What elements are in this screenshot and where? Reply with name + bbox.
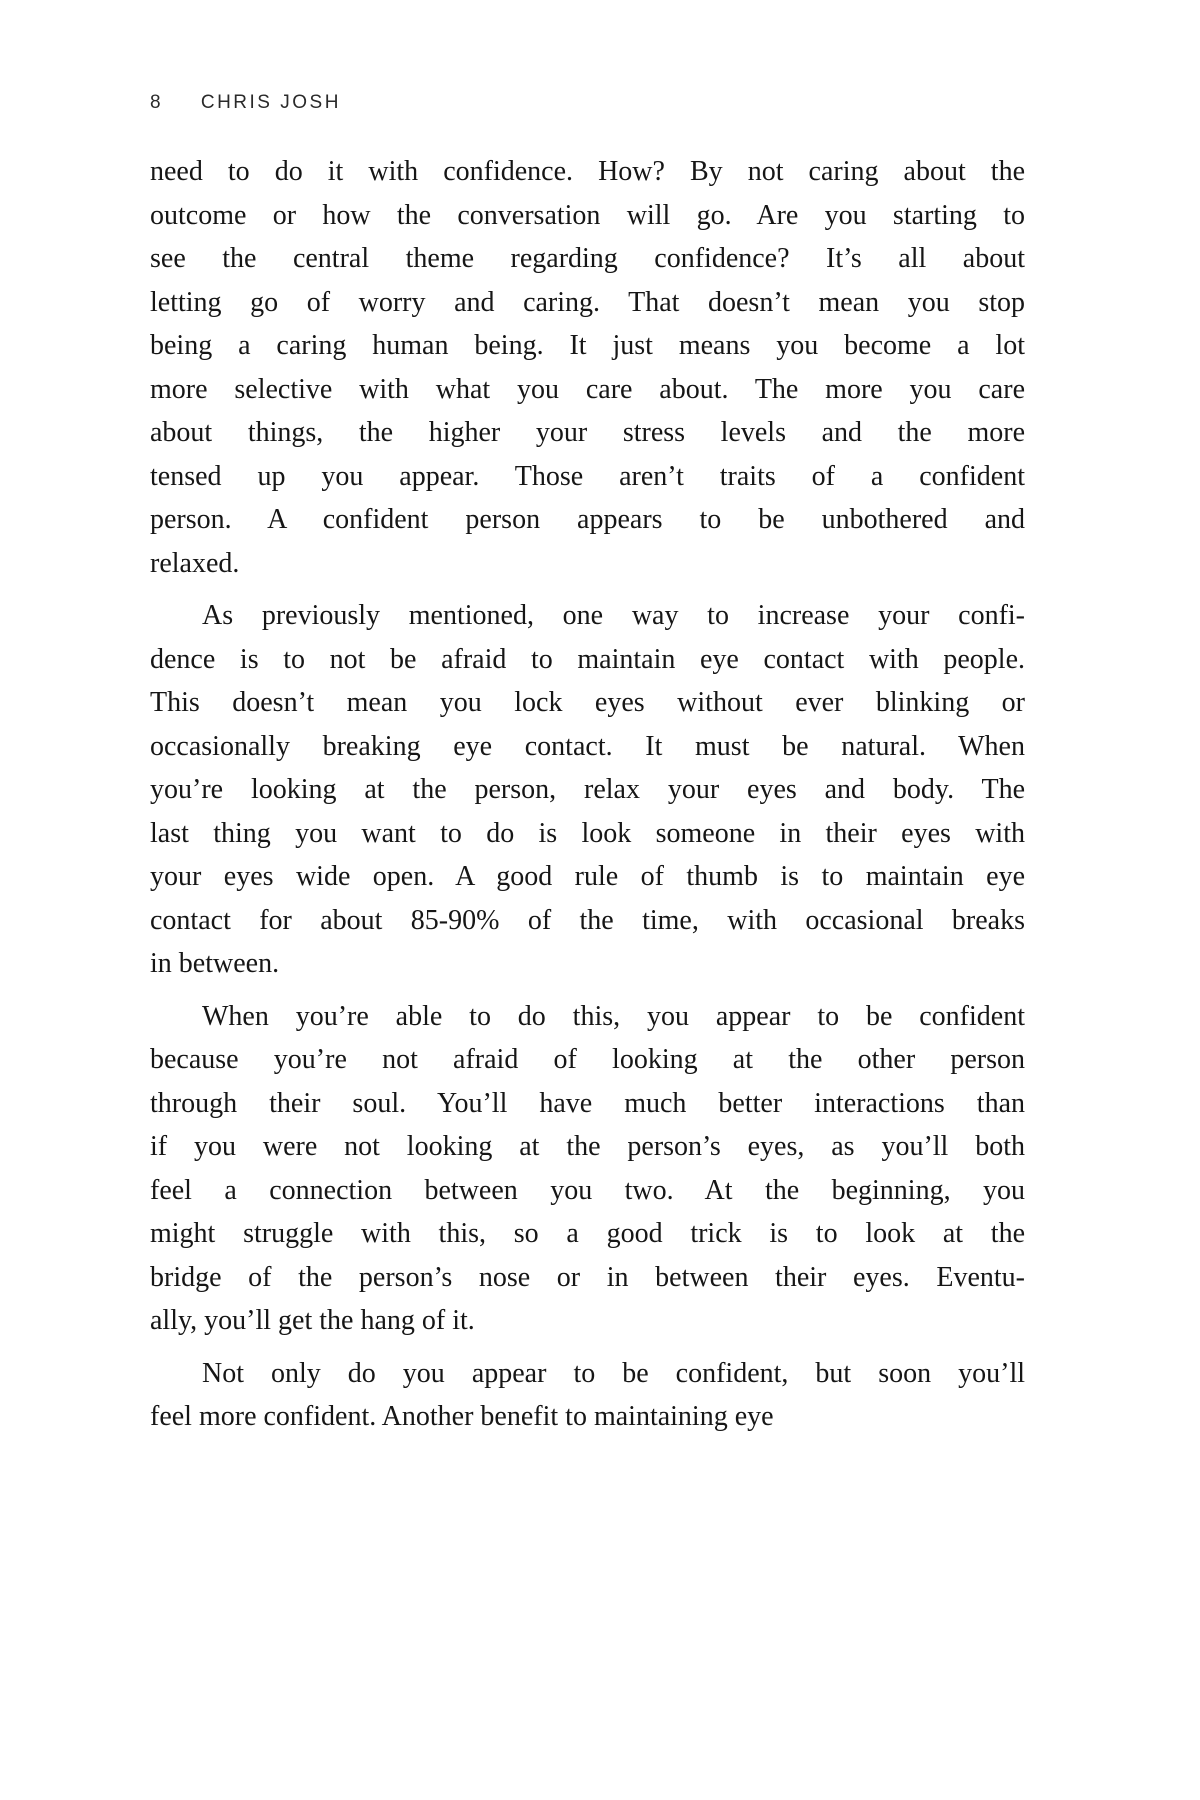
text-line: through their soul. You’ll have much better interactions than bbox=[150, 1087, 1025, 1119]
paragraph bbox=[150, 1352, 1025, 1439]
text-line: dence is to not be afraid to maintain eye contact with people. bbox=[150, 643, 1025, 675]
text-line: outcome or how the conversation will go. Are you starting to bbox=[150, 199, 1025, 231]
text-line: bridge of the person’s nose or in between their eyes. Eventu- bbox=[150, 1261, 1025, 1293]
text-line: occasionally breaking eye contact. It must be natural. When bbox=[150, 730, 1025, 762]
paragraph bbox=[150, 995, 1025, 1343]
text-line: your eyes wide open. A good rule of thumb is to maintain eye bbox=[150, 861, 1025, 892]
text-line: about things, the higher your stress levels and the more bbox=[150, 417, 1025, 448]
text-line: ally, you’ll get the hang of it. bbox=[150, 1305, 475, 1336]
text-line: As previously mentioned, one way to increase your confi- bbox=[202, 600, 1025, 631]
text-line: Not only do you appear to be confident, but soon you’ll bbox=[202, 1357, 1025, 1389]
text-line: see the central theme regarding confidence? It’s all about bbox=[150, 243, 1025, 274]
text-line: feel more confident. Another benefit to maintaining eye bbox=[150, 1401, 774, 1432]
running-head-author: CHRIS JOSH bbox=[200, 92, 341, 113]
text-line: person. A confident person appears to be unbothered and bbox=[150, 504, 1025, 535]
text-line: letting go of worry and caring. That doesn’t mean you stop bbox=[150, 286, 1025, 318]
paragraph bbox=[150, 150, 1025, 585]
text-line: you’re looking at the person, relax your eyes and body. The bbox=[150, 774, 1025, 805]
text-line: need to do it with confidence. How? By not caring about the bbox=[150, 156, 1025, 187]
text-line: relaxed. bbox=[150, 547, 240, 579]
text-line: if you were not looking at the person’s eyes, as you’ll both bbox=[150, 1131, 1025, 1162]
page-body bbox=[150, 150, 1025, 1439]
paragraph bbox=[150, 594, 1025, 986]
page-number: 8 bbox=[150, 92, 164, 113]
text-line: contact for about 85-90% of the time, with occasional breaks bbox=[150, 904, 1025, 936]
text-line: When you’re able to do this, you appear to be confident bbox=[202, 1000, 1025, 1032]
text-line: last thing you want to do is look someone in their eyes with bbox=[150, 817, 1025, 849]
text-line: being a caring human being. It just means you become a lot bbox=[150, 330, 1025, 361]
page-header bbox=[150, 92, 341, 114]
text-line: feel a connection between you two. At the beginning, you bbox=[150, 1174, 1025, 1206]
text-line: might struggle with this, so a good trick is to look at the bbox=[150, 1218, 1025, 1249]
text-line: This doesn’t mean you lock eyes without ever blinking or bbox=[150, 687, 1025, 718]
text-line: in between. bbox=[150, 948, 280, 979]
text-line: tensed up you appear. Those aren’t traits of a confident bbox=[150, 460, 1025, 492]
text-line: more selective with what you care about. The more you care bbox=[150, 373, 1025, 405]
text-line: because you’re not afraid of looking at the other person bbox=[150, 1044, 1025, 1075]
